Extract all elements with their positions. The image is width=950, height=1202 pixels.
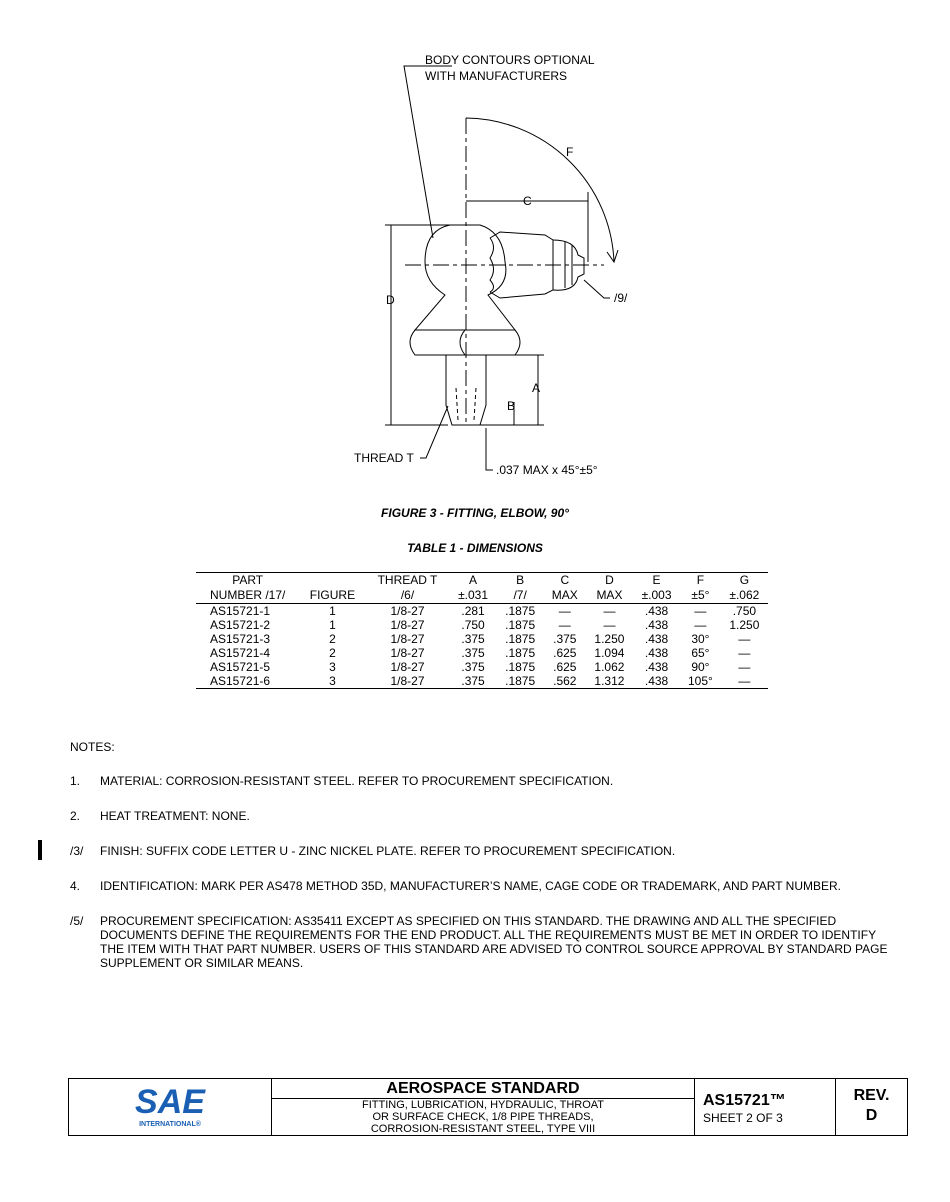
dimension-f-arc	[466, 118, 614, 262]
table-cell: 2	[329, 646, 336, 660]
note-number: /5/	[70, 914, 84, 928]
revision-bar	[38, 840, 42, 860]
figure-caption: FIGURE 3 - FITTING, ELBOW, 90°	[381, 506, 569, 520]
table-cell: 105°	[680, 674, 721, 689]
table-cell: —	[721, 674, 768, 689]
note-text: FINISH: SUFFIX CODE LETTER U - ZINC NICKEL PLATE. REFER TO PROCUREMENT SPECIFICATION.	[100, 844, 676, 858]
table-cell: 1.250	[594, 632, 625, 646]
table-cell: .1875	[505, 660, 536, 674]
table-cell: 3	[329, 660, 336, 674]
dimension-b-label: B	[507, 399, 516, 413]
table-cell: —	[694, 604, 707, 618]
note-3	[70, 844, 890, 858]
table-header-cell: C	[544, 573, 586, 589]
description-line-1: FITTING, LUBRICATION, HYDRAULIC, THROAT	[361, 1099, 605, 1111]
note-4	[70, 879, 890, 893]
table-header-cell: /6/	[365, 588, 449, 604]
table-cell: .750	[732, 604, 757, 618]
table-header-row-1	[196, 573, 768, 589]
table-header-cell	[299, 573, 365, 589]
thread-leader	[420, 406, 448, 458]
table-cell: —	[694, 618, 707, 632]
table-cell: .438	[644, 632, 669, 646]
figure-3-drawing	[340, 40, 640, 490]
standard-type: AEROSPACE STANDARD	[272, 1079, 694, 1099]
table-cell: 1/8-27	[390, 632, 425, 646]
table-cell: 1/8-27	[390, 660, 425, 674]
note-number: 2.	[70, 809, 81, 823]
logo-text: SAE	[135, 1083, 205, 1121]
body-contours-leader	[404, 66, 452, 238]
table-cell: 1	[329, 604, 336, 618]
elbow-body	[415, 225, 515, 330]
document-id-cell	[695, 1079, 836, 1135]
table-cell: 3	[299, 674, 365, 689]
revision-label: REV.	[853, 1087, 890, 1104]
table-cell: .1875	[505, 646, 536, 660]
table-cell: .1875	[505, 618, 536, 632]
table-header-cell: ±.031	[450, 588, 497, 604]
revision-cell	[836, 1079, 907, 1135]
title-description	[272, 1079, 695, 1135]
table-cell: —	[738, 632, 751, 646]
table-cell: .438	[644, 618, 669, 632]
hex-section	[410, 330, 520, 355]
callout-body-contours-2: WITH MANUFACTURERS	[425, 69, 567, 83]
table-cell: .438	[644, 604, 669, 618]
note-number: 1.	[70, 774, 81, 788]
table-cell: .438	[633, 674, 680, 689]
callout-note-9: /9/	[614, 291, 628, 305]
note-5	[70, 914, 890, 970]
table-row	[196, 604, 768, 619]
table-row	[196, 632, 768, 646]
title-block	[68, 1078, 908, 1136]
note-number: /3/	[70, 844, 84, 858]
table-cell: .438	[644, 660, 669, 674]
table-cell: AS15721-2	[210, 618, 271, 632]
document-description	[272, 1099, 694, 1135]
sae-logo-icon	[69, 1079, 271, 1135]
table-header-cell: ±.062	[721, 588, 768, 604]
note-9-leader	[584, 280, 610, 298]
table-header-cell: /7/	[497, 588, 544, 604]
table-cell: 1.312	[586, 674, 633, 689]
sheet-number: SHEET 2 OF 3	[703, 1111, 783, 1125]
table-cell: AS15721-6	[196, 674, 299, 689]
table-row	[196, 618, 768, 632]
table-cell: 2	[329, 632, 336, 646]
note-2	[70, 809, 890, 823]
table-row	[196, 646, 768, 660]
table-cell: .375	[461, 646, 485, 660]
callout-thread: THREAD T	[354, 451, 414, 465]
dimension-f-label: F	[566, 145, 574, 159]
table-cell: .1875	[505, 632, 536, 646]
table-cell: .281	[461, 604, 485, 618]
note-text: PROCUREMENT SPECIFICATION: AS35411 EXCEPT AS SPECIFIED ON THIS STANDARD. THE DRAWING AND ALL THE SPECIFIED DOCUMENTS DEFINE THE REQUIREMENTS FOR THE END PRODUCT. ALL THE REQUIREMENTS MUST BE MET IN ORDER TO IDENTIFY THE ITEM WITH THAT PART NUMBER. USERS OF THIS STANDARD ARE ADVISED TO CONTROL SOURCE APPROVAL BY STANDARD PAGE SUPPLEMENT OR SIMILAR MEANS.	[100, 914, 888, 970]
table-header-cell: FIGURE	[299, 588, 365, 604]
table-cell: 1/8-27	[390, 604, 425, 618]
table-row	[196, 674, 768, 689]
table-cell: 1/8-27	[390, 618, 425, 632]
table-cell: AS15721-3	[210, 632, 271, 646]
revision-value: D	[865, 1107, 878, 1124]
table-cell: 1.094	[594, 646, 625, 660]
table-cell: 65°	[691, 646, 710, 660]
table-cell: AS15721-5	[210, 660, 271, 674]
table-cell: .750	[461, 618, 485, 632]
note-1	[70, 774, 890, 788]
chamfer-leader	[486, 428, 493, 470]
table-header-cell: MAX	[544, 588, 586, 604]
table-cell: 1/8-27	[365, 674, 449, 689]
note-number: 4.	[70, 879, 81, 893]
table-cell: .375	[461, 632, 485, 646]
callout-chamfer: .037 MAX x 45°±5°	[496, 463, 598, 477]
table-header-cell: MAX	[586, 588, 633, 604]
table-header-cell: G	[721, 573, 768, 589]
description-line-3: CORROSION-RESISTANT STEEL, TYPE VIII	[370, 1123, 596, 1135]
table-cell: 1	[329, 618, 336, 632]
table-cell: —	[603, 618, 616, 632]
table-cell: —	[558, 604, 571, 618]
document-id: AS15721™	[703, 1092, 786, 1109]
note-text: IDENTIFICATION: MARK PER AS478 METHOD 35D, MANUFACTURER’S NAME, CAGE CODE OR TRADEMARK, AND PART NUMBER.	[100, 879, 842, 893]
table-row	[196, 660, 768, 674]
table-header-cell: B	[497, 573, 544, 589]
table-header-cell: THREAD T	[365, 573, 449, 589]
note-text: MATERIAL: CORROSION-RESISTANT STEEL. REFER TO PROCUREMENT SPECIFICATION.	[100, 774, 614, 788]
table-cell: 90°	[691, 660, 710, 674]
table-cell: —	[558, 618, 571, 632]
description-line-2: OR SURFACE CHECK, 1/8 PIPE THREADS,	[372, 1111, 594, 1123]
dimension-a-label: A	[532, 381, 541, 395]
table-header-row-2	[196, 588, 768, 604]
table-header-cell: PART	[196, 573, 299, 589]
table-header-cell: D	[586, 573, 633, 589]
table-cell: .375	[450, 674, 497, 689]
table-cell: 1.250	[729, 618, 760, 632]
table-cell: .1875	[497, 674, 544, 689]
table-header-cell: ±5°	[680, 588, 721, 604]
callout-body-contours-1: BODY CONTOURS OPTIONAL	[425, 53, 595, 67]
table-cell: —	[738, 646, 751, 660]
sae-logo	[69, 1079, 272, 1135]
table-cell: .625	[553, 646, 577, 660]
table-cell: —	[603, 604, 616, 618]
logo-subtext: INTERNATIONAL®	[139, 1121, 201, 1128]
table-cell: 1.062	[594, 660, 625, 674]
dimension-c-label: C	[523, 194, 532, 208]
table-header-cell: F	[680, 573, 721, 589]
table-cell: 30°	[691, 632, 710, 646]
table-cell: .438	[644, 646, 669, 660]
table-cell: —	[738, 660, 751, 674]
table-cell: AS15721-4	[210, 646, 271, 660]
table-header-cell: A	[450, 573, 497, 589]
note-text: HEAT TREATMENT: NONE.	[100, 809, 250, 823]
table-cell: .562	[544, 674, 586, 689]
table-header-cell: E	[633, 573, 680, 589]
table-cell: .625	[553, 660, 577, 674]
table-body	[196, 604, 768, 689]
table-header-cell: ±.003	[633, 588, 680, 604]
dimension-d-label: D	[386, 293, 395, 307]
table-cell: .375	[461, 660, 485, 674]
table-cell: AS15721-1	[210, 604, 271, 618]
table-cell: .375	[553, 632, 577, 646]
table-cell: .1875	[505, 604, 536, 618]
dimension-f-arrow	[607, 250, 618, 262]
dimensions-table	[196, 572, 768, 689]
table-cell: 1/8-27	[390, 646, 425, 660]
notes-title: NOTES:	[70, 740, 115, 754]
table-caption: TABLE 1 - DIMENSIONS	[407, 541, 543, 555]
table-header-cell: NUMBER /17/	[196, 588, 299, 604]
